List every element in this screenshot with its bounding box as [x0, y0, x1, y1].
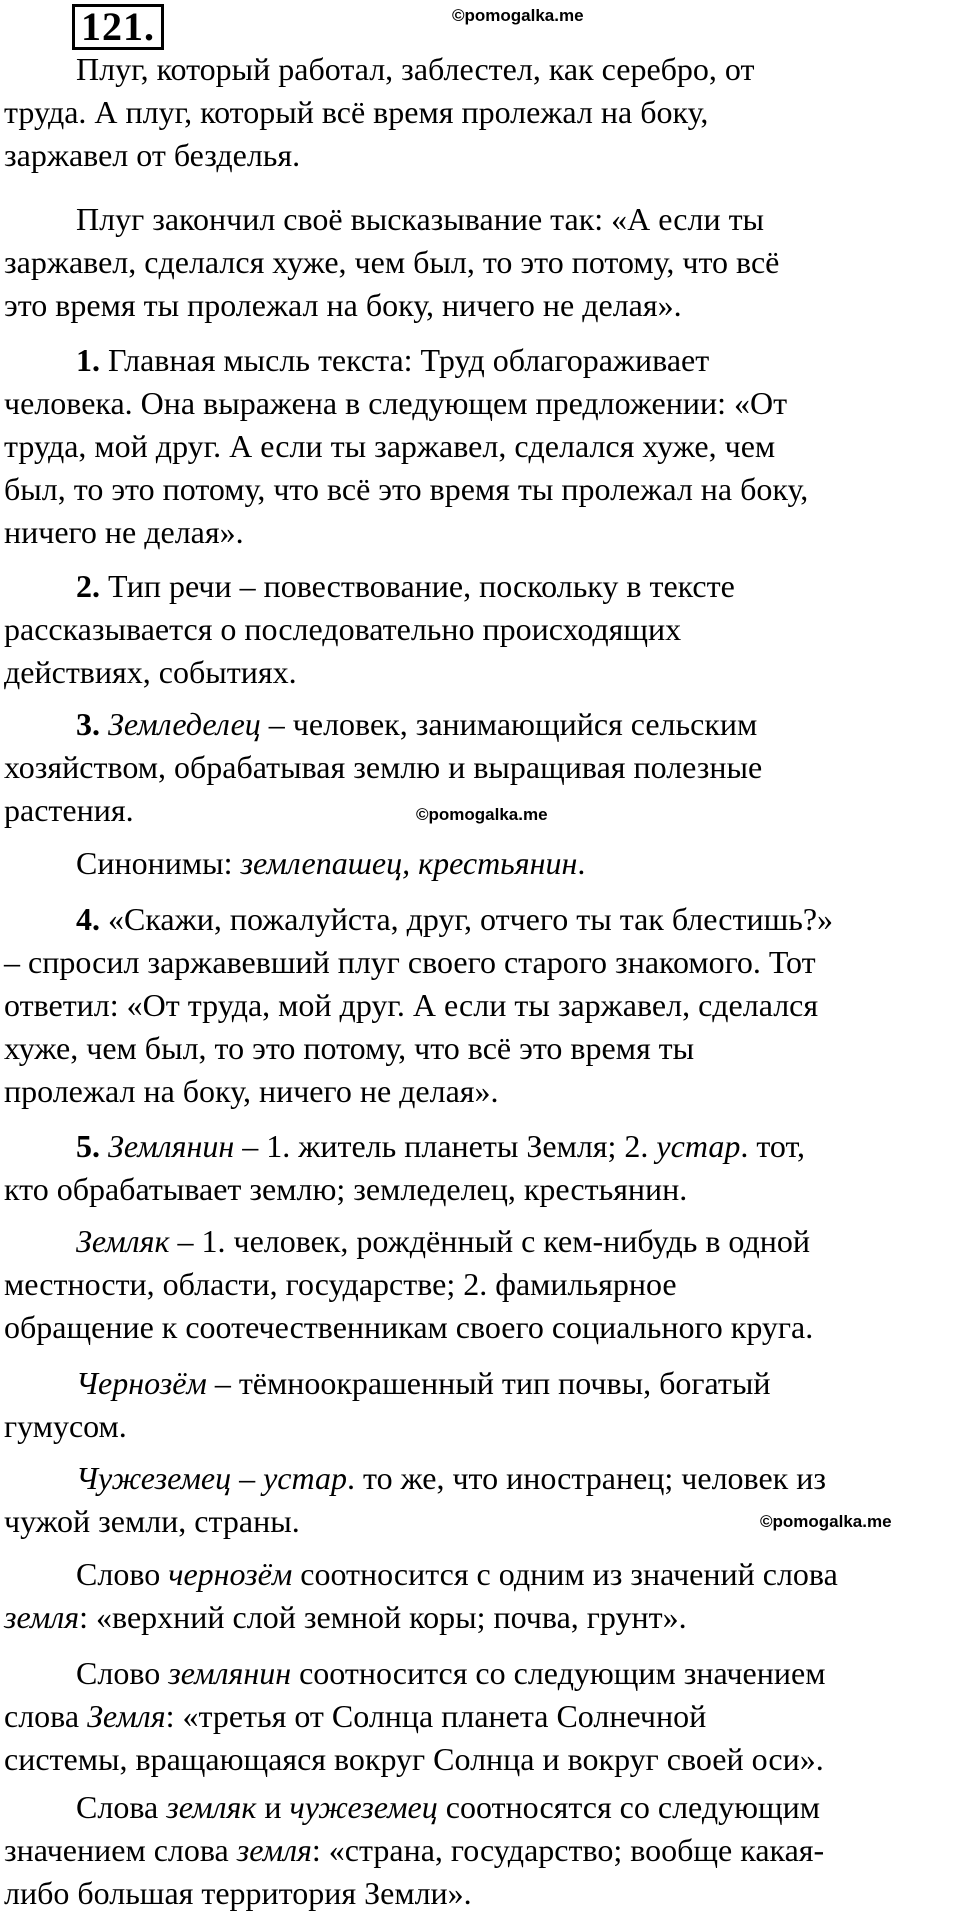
paragraph-2 — [4, 198, 956, 327]
term: земляк — [166, 1789, 257, 1825]
text-line: растения. — [4, 792, 134, 828]
text-line: действиях, событиях. — [4, 654, 297, 690]
text-line — [4, 1829, 956, 1872]
text-span: . — [577, 845, 586, 881]
text-line — [4, 339, 956, 382]
text-line: ничего не делая». — [4, 514, 244, 550]
text-line — [4, 1695, 956, 1738]
text-line — [4, 842, 956, 885]
text-span: – 1. человек, рождённый с кем-нибудь в одной — [169, 1223, 811, 1259]
text-span: . то же, что иностранец; человек из — [347, 1460, 826, 1496]
text-span: слова — [4, 1698, 88, 1734]
text-line: рассказывается о последовательно происходящих — [4, 611, 682, 647]
text-span: . тот, — [740, 1128, 806, 1164]
term: земля — [4, 1599, 80, 1635]
text-span: – человек, занимающийся сельским — [260, 706, 758, 742]
text-line: хуже, чем был, то это потому, что всё это время ты — [4, 1030, 695, 1066]
text-line — [4, 898, 956, 941]
item-number: 2. — [76, 568, 100, 604]
paragraph-13 — [4, 1652, 956, 1781]
text-line: гумусом. — [4, 1408, 127, 1444]
text-span: : «верхний слой земной коры; почва, грунт». — [79, 1599, 687, 1635]
paragraph-8 — [4, 1125, 956, 1211]
term: Землянин — [108, 1128, 235, 1164]
text-line: это время ты пролежал на боку, ничего не делая». — [4, 287, 682, 323]
item-number: 3. — [76, 706, 100, 742]
text-line — [4, 1362, 956, 1405]
watermark-top: ©pomogalka.me — [452, 6, 584, 25]
term: Чернозём — [76, 1365, 207, 1401]
term: Земледелец — [108, 706, 261, 742]
text-line: ответил: «От труда, мой друг. А если ты заржавел, сделался — [4, 987, 819, 1023]
text-line — [4, 565, 956, 608]
text-span: соотносится со следующим значением — [291, 1655, 826, 1691]
text-line — [4, 1125, 956, 1168]
text-line: Плуг закончил своё высказывание так: «А если ты — [76, 201, 765, 237]
text-line — [4, 1220, 956, 1263]
text-span: и — [256, 1789, 290, 1825]
item-number: 1. — [76, 342, 100, 378]
text-line: системы, вращающаяся вокруг Солнца и вокруг своей оси». — [4, 1741, 824, 1777]
text-span: Слово — [76, 1556, 169, 1592]
text-line: заржавел от безделья. — [4, 137, 301, 173]
paragraph-6 — [4, 842, 956, 885]
text-line: хозяйством, обрабатывая землю и выращивая полезные — [4, 749, 763, 785]
text-line — [4, 1553, 956, 1596]
text-span: значением слова — [4, 1832, 237, 1868]
text-span: – тёмноокрашенный тип почвы, богатый — [206, 1365, 771, 1401]
watermark-middle: ©pomogalka.me — [416, 805, 548, 824]
text-line — [4, 703, 956, 746]
text-span: Слово — [76, 1655, 169, 1691]
text-line: кто обрабатывает землю; земледелец, крестьянин. — [4, 1171, 688, 1207]
watermark-bottom: ©pomogalka.me — [760, 1512, 892, 1531]
term: земля — [236, 1832, 312, 1868]
paragraph-7 — [4, 898, 956, 1113]
paragraph-10 — [4, 1362, 956, 1448]
item-number: 5. — [76, 1128, 100, 1164]
term: чужеземец — [289, 1789, 438, 1825]
text-span: Главная мысль текста: Труд облагораживает — [100, 342, 710, 378]
paragraph-4 — [4, 565, 956, 694]
text-line: пролежал на боку, ничего не делая». — [4, 1073, 499, 1109]
text-span: Синонимы: — [76, 845, 241, 881]
term: чернозём — [168, 1556, 293, 1592]
text-line: либо большая территория Земли». — [4, 1875, 472, 1911]
task-number: 121. — [72, 4, 164, 50]
text-span: : «третья от Солнца планета Солнечной — [165, 1698, 707, 1734]
paragraph-9 — [4, 1220, 956, 1349]
text-span: : «страна, государство; вообще какая- — [311, 1832, 825, 1868]
paragraph-14 — [4, 1786, 956, 1915]
synonyms: землепашец, крестьянин — [240, 845, 578, 881]
text-line: чужой земли, страны. — [4, 1503, 300, 1539]
text-span: соотносится с одним из значений слова — [292, 1556, 838, 1592]
text-line — [4, 1596, 956, 1639]
paragraph-3 — [4, 339, 956, 554]
text-span: Слова — [76, 1789, 167, 1825]
text-span: – 1. житель планеты Земля; 2. — [234, 1128, 657, 1164]
text-line: труда, мой друг. А если ты заржавел, сделался хуже, чем — [4, 428, 776, 464]
text-line — [4, 1457, 956, 1500]
text-line — [4, 1786, 956, 1829]
text-line: обращение к соотечественникам своего социального круга. — [4, 1309, 814, 1345]
abbreviation: устар — [656, 1128, 741, 1164]
text-span: Тип речи – повествование, поскольку в тексте — [100, 568, 735, 604]
item-number: 4. — [76, 901, 100, 937]
text-line: человека. Она выражена в следующем предложении: «От — [4, 385, 788, 421]
text-span: «Скажи, пожалуйста, друг, отчего ты так блестишь?» — [100, 901, 834, 937]
text-line: – спросил заржавевший плуг своего старого знакомого. Тот — [4, 944, 816, 980]
text-line: труда. А плуг, который всё время пролежал на боку, — [4, 94, 709, 130]
text-line: заржавел, сделался хуже, чем был, то это потому, что всё — [4, 244, 780, 280]
text-line: местности, области, государстве; 2. фамильярное — [4, 1266, 677, 1302]
paragraph-1 — [4, 48, 956, 177]
text-span: соотносятся со следующим — [437, 1789, 821, 1825]
term: землянин — [168, 1655, 292, 1691]
paragraph-12 — [4, 1553, 956, 1639]
text-line — [4, 1652, 956, 1695]
term: Земля — [87, 1698, 166, 1734]
term: Земляк — [76, 1223, 170, 1259]
term: Чужеземец – устар — [76, 1460, 347, 1496]
text-line: Плуг, который работал, заблестел, как серебро, от — [76, 51, 755, 87]
text-line: был, то это потому, что всё это время ты пролежал на боку, — [4, 471, 809, 507]
